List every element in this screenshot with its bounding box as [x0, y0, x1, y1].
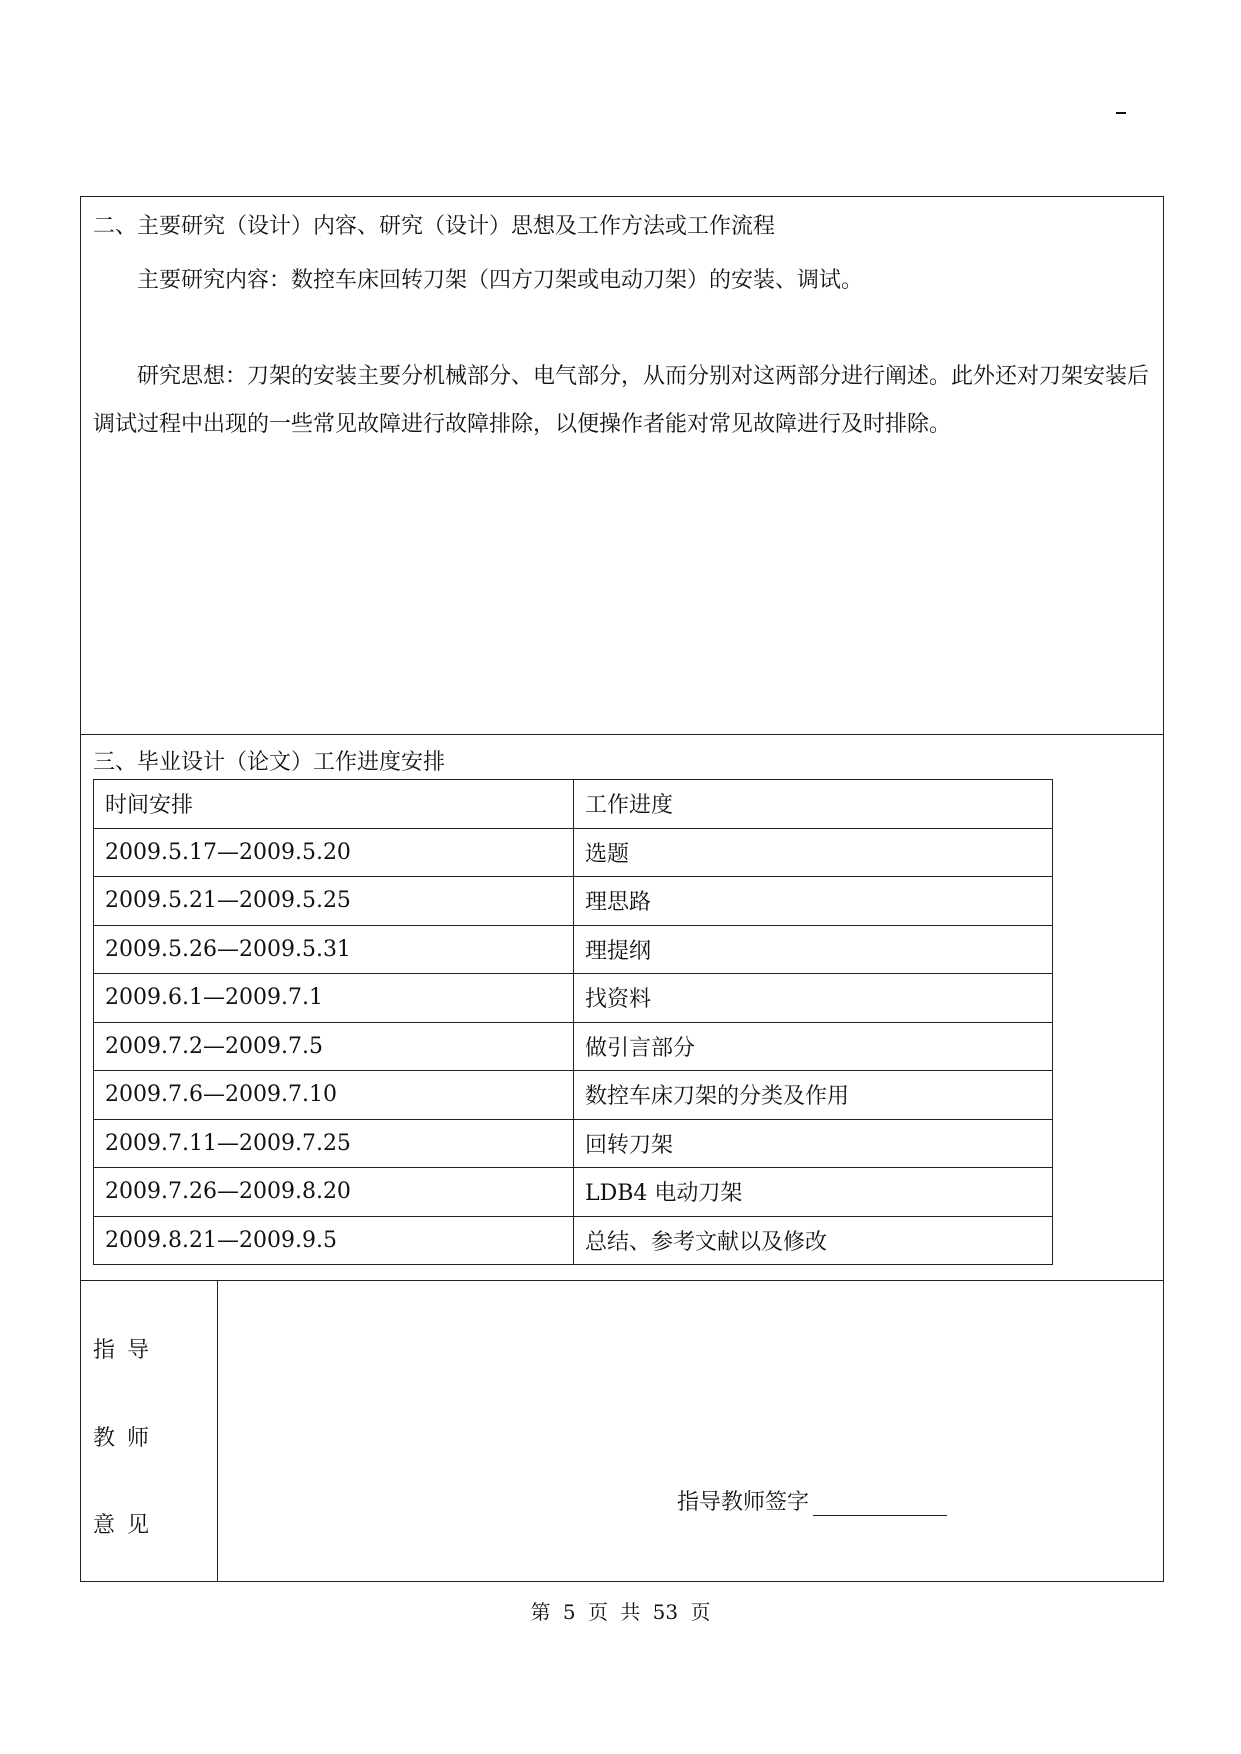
time-cell: 2009.8.21—2009.9.5 [94, 1216, 574, 1265]
page-number: 第 5 页 共 53 页 [530, 1600, 711, 1624]
progress-cell: 做引言部分 [574, 1022, 1053, 1071]
label-line-3: 意见 [93, 1513, 162, 1538]
progress-cell: 选题 [574, 828, 1053, 877]
advisor-label-cell [81, 1281, 218, 1581]
table-row [94, 974, 1053, 1023]
time-cell: 2009.7.2—2009.7.5 [94, 1022, 574, 1071]
table-header-row [94, 780, 1053, 829]
section-3-title: 三、毕业设计（论文）工作进度安排 [93, 750, 446, 775]
header-time: 时间安排 [94, 780, 574, 829]
progress-cell: 理提纲 [574, 925, 1053, 974]
time-cell: 2009.7.6—2009.7.10 [94, 1071, 574, 1120]
advisor-signature [677, 1485, 947, 1516]
signature-line[interactable] [813, 1495, 947, 1516]
time-cell: 2009.5.21—2009.5.25 [94, 877, 574, 926]
progress-cell: LDB4 电动刀架 [574, 1168, 1053, 1217]
signature-label: 指导教师签字 [677, 1490, 810, 1515]
table-row [94, 1022, 1053, 1071]
corner-mark [1116, 112, 1126, 114]
section-2-title: 二、主要研究（设计）内容、研究（设计）思想及工作方法或工作流程 [93, 214, 776, 239]
schedule-section [81, 735, 1163, 1281]
progress-cell: 找资料 [574, 974, 1053, 1023]
time-cell: 2009.7.26—2009.8.20 [94, 1168, 574, 1217]
advisor-opinion-section [81, 1281, 1163, 1581]
form-frame [80, 196, 1164, 1582]
research-content-line: 主要研究内容：数控车床回转刀架（四方刀架或电动刀架）的安装、调试。 [137, 268, 864, 293]
research-thought-paragraph: 研究思想：刀架的安装主要分机械部分、电气部分，从而分别对这两部分进行阐述。此外还对刀架安装后调试过程中出现的一些常见故障进行故障排除，以便操作者能对常见故障进行及时排除。 [93, 364, 1150, 437]
table-row [94, 828, 1053, 877]
table-row [94, 925, 1053, 974]
table-row [94, 1071, 1053, 1120]
label-line-1: 指导 [93, 1338, 162, 1363]
time-cell: 2009.5.26—2009.5.31 [94, 925, 574, 974]
time-cell: 2009.7.11—2009.7.25 [94, 1119, 574, 1168]
label-line-2: 教师 [93, 1426, 162, 1451]
time-cell: 2009.6.1—2009.7.1 [94, 974, 574, 1023]
progress-cell: 总结、参考文献以及修改 [574, 1216, 1053, 1265]
progress-cell: 回转刀架 [574, 1119, 1053, 1168]
research-content-section [81, 197, 1163, 735]
header-progress: 工作进度 [574, 780, 1053, 829]
table-row [94, 1168, 1053, 1217]
time-cell: 2009.5.17—2009.5.20 [94, 828, 574, 877]
table-row [94, 877, 1053, 926]
progress-cell: 数控车床刀架的分类及作用 [574, 1071, 1053, 1120]
section-2-content [93, 257, 1149, 449]
schedule-table [93, 779, 1053, 1265]
progress-cell: 理思路 [574, 877, 1053, 926]
table-row [94, 1216, 1053, 1265]
table-row [94, 1119, 1053, 1168]
